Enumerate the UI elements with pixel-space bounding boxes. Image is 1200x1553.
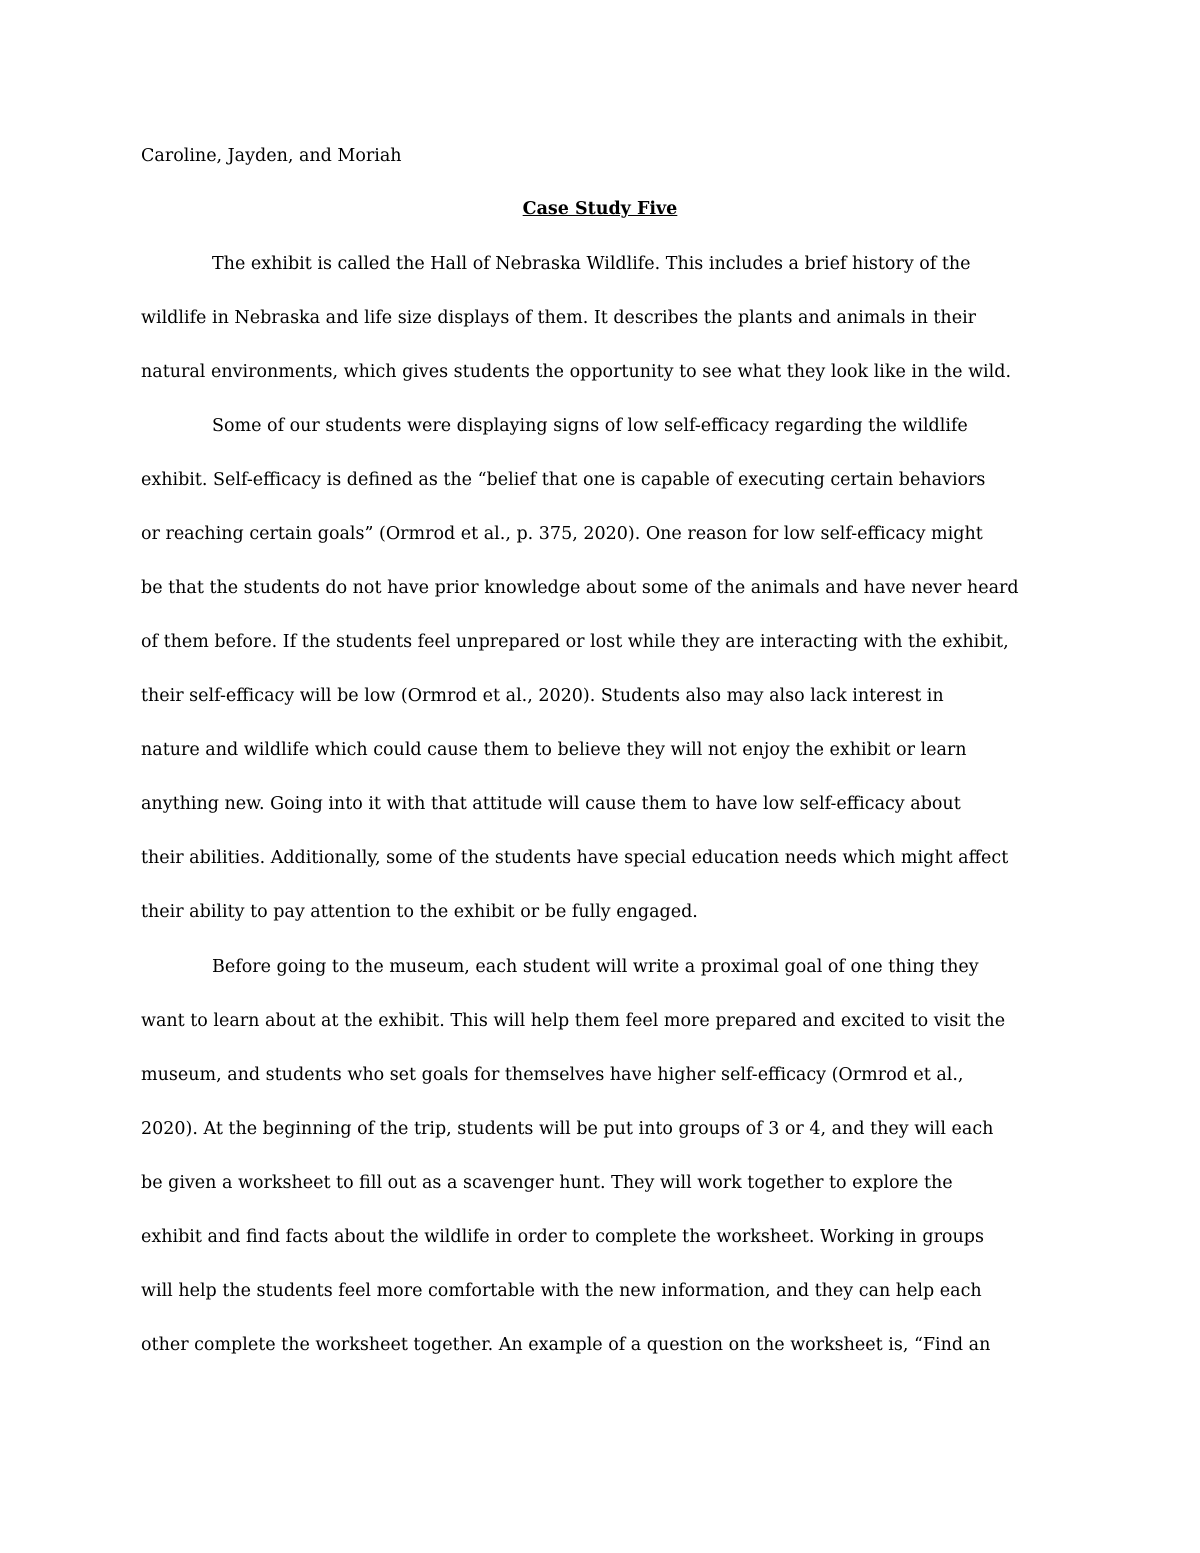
paragraph-3-line-7: will help the students feel more comfortable with the new information, and they can help each	[141, 1281, 982, 1301]
paragraph-2-line-7: nature and wildlife which could cause them to believe they will not enjoy the exhibit or learn	[141, 740, 967, 760]
paragraph-3-line-8: other complete the worksheet together. An example of a question on the worksheet is, “Find an	[141, 1335, 991, 1355]
paragraph-3-line-1: Before going to the museum, each student will write a proximal goal of one thing they	[212, 957, 979, 977]
paragraph-2-line-9: their abilities. Additionally, some of the students have special education needs which might affect	[141, 848, 1009, 868]
paragraph-1-line-1: The exhibit is called the Hall of Nebraska Wildlife. This includes a brief history of the	[212, 254, 971, 274]
paragraph-2-line-10: their ability to pay attention to the exhibit or be fully engaged.	[141, 902, 698, 922]
paragraph-1-line-3: natural environments, which gives students the opportunity to see what they look like in the wild.	[141, 362, 1012, 382]
paragraph-3-line-3: museum, and students who set goals for themselves have higher self-efficacy (Ormrod et al.,	[141, 1065, 964, 1085]
document-title: Case Study Five	[522, 199, 678, 219]
paragraph-2-line-6: their self-efficacy will be low (Ormrod et al., 2020). Students also may also lack interest in	[141, 686, 944, 706]
paragraph-2-line-2: exhibit. Self-efficacy is defined as the “belief that one is capable of executing certain behaviors	[141, 470, 986, 490]
paragraph-3-line-2: want to learn about at the exhibit. This will help them feel more prepared and excited to visit the	[141, 1011, 1006, 1031]
paragraph-2-line-1: Some of our students were displaying signs of low self-efficacy regarding the wildlife	[212, 416, 968, 436]
paragraph-2-line-5: of them before. If the students feel unprepared or lost while they are interacting with the exhibit,	[141, 632, 1009, 652]
paragraph-2-line-4: be that the students do not have prior knowledge about some of the animals and have never heard	[141, 578, 1019, 598]
author-line: Caroline, Jayden, and Moriah	[141, 146, 402, 166]
paragraph-3-line-5: be given a worksheet to fill out as a scavenger hunt. They will work together to explore the	[141, 1173, 953, 1193]
paragraph-3-line-4: 2020). At the beginning of the trip, students will be put into groups of 3 or 4, and they will each	[141, 1119, 994, 1139]
paragraph-3-line-6: exhibit and find facts about the wildlife in order to complete the worksheet. Working in groups	[141, 1227, 984, 1247]
paragraph-1-line-2: wildlife in Nebraska and life size displays of them. It describes the plants and animals in their	[141, 308, 977, 328]
paragraph-2-line-8: anything new. Going into it with that attitude will cause them to have low self-efficacy about	[141, 794, 961, 814]
paragraph-2-line-3: or reaching certain goals” (Ormrod et al., p. 375, 2020). One reason for low self-efficacy might	[141, 524, 983, 544]
